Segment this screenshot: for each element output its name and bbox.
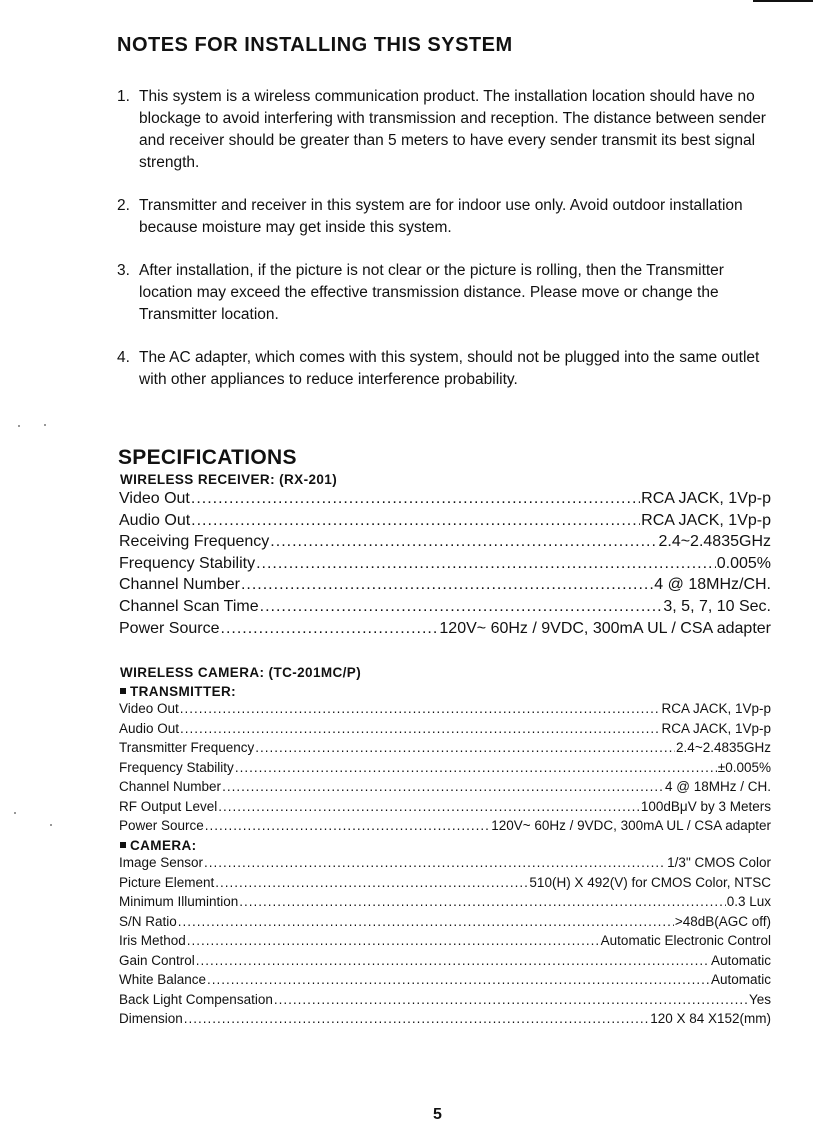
spec-row: Gain Control ..... Automatic [119, 953, 771, 973]
transmitter-heading: TRANSMITTER: [120, 684, 236, 699]
spec-row: Audio Out ..... RCA JACK, 1Vp-p [119, 721, 771, 741]
spec-row: S/N Ratio ..... >48dB(AGC off) [119, 914, 771, 934]
spec-row: Channel Number ..... 4 @ 18MHz / CH. [119, 779, 771, 799]
spec-row: Frequency Stability ..... 0.005% [119, 555, 771, 577]
note-item: 4. The AC adapter, which comes with this system, should not be plugged into the same outlet with other appliances to reduce interference probability. [117, 349, 760, 388]
camera-unit-heading: WIRELESS CAMERA: (TC-201MC/P) [120, 665, 362, 680]
transmitter-spec-list [119, 701, 771, 838]
spec-row: Power Source ..... 120V~ 60Hz / 9VDC, 300mA UL / CSA adapter [119, 818, 771, 838]
specifications-title: SPECIFICATIONS [118, 446, 297, 469]
spec-row: Dimension ..... 120 X 84 X152(mm) [119, 1011, 771, 1031]
top-edge-rule [753, 0, 813, 2]
note-item: 3. After installation, if the picture is not clear or the picture is rolling, then the Transmitter location may exceed the effective transmission distance. Please move or change the Transmitter location. [117, 262, 724, 323]
spec-row: Transmitter Frequency ..... 2.4~2.4835GHz [119, 740, 771, 760]
note-item: 1. This system is a wireless communication product. The installation location should have no blockage to avoid interfering with transmission and reception. The distance between sender and receiver should be greater than 5 meters to have every sender transmit its best signal strength. [117, 88, 766, 171]
camera-heading: CAMERA: [120, 838, 197, 853]
scan-speck [14, 812, 16, 814]
note-text: The AC adapter, which comes with this system, should not be plugged into the same outlet with other appliances to reduce interference probability. [139, 349, 760, 388]
scan-speck [50, 824, 52, 826]
receiver-spec-list [119, 490, 771, 641]
spec-row: Video Out ..... RCA JACK, 1Vp-p [119, 701, 771, 721]
spec-row: Power Source ..... 120V~ 60Hz / 9VDC, 300mA UL / CSA adapter [119, 620, 771, 642]
scan-speck [44, 424, 46, 426]
scan-speck [18, 425, 20, 427]
spec-row: Image Sensor ..... 1/3" CMOS Color [119, 855, 771, 875]
note-text: This system is a wireless communication product. The installation location should have no blockage to avoid interfering with transmission and reception. The distance between sender and receiver should be greater than 5 meters to have every sender transmit its best signal strength. [139, 88, 766, 171]
note-text: After installation, if the picture is not clear or the picture is rolling, then the Transmitter location may exceed the effective transmission distance. Please move or change the Transmitter location. [139, 262, 724, 323]
note-text: Transmitter and receiver in this system are for indoor use only. Avoid outdoor installation because moisture may get inside this system. [139, 197, 743, 236]
installation-notes-list [117, 86, 777, 412]
spec-row: Minimum Illumintion ..... 0.3 Lux [119, 894, 771, 914]
spec-row: Channel Scan Time ..... 3, 5, 7, 10 Sec. [119, 598, 771, 620]
receiver-heading: WIRELESS RECEIVER: (RX-201) [120, 472, 338, 487]
spec-row: Video Out ..... RCA JACK, 1Vp-p [119, 490, 771, 512]
page-number: 5 [433, 1106, 442, 1123]
spec-row: Back Light Compensation ..... Yes [119, 992, 771, 1012]
spec-row: RF Output Level ..... 100dBμV by 3 Meters [119, 799, 771, 819]
spec-row: Iris Method ..... Automatic Electronic Control [119, 933, 771, 953]
spec-row: Picture Element ..... 510(H) X 492(V) for CMOS Color, NTSC [119, 875, 771, 895]
notes-title: NOTES FOR INSTALLING THIS SYSTEM [117, 34, 513, 56]
spec-row: White Balance ..... Automatic [119, 972, 771, 992]
spec-row: Frequency Stability ..... ±0.005% [119, 760, 771, 780]
note-item: 2. Transmitter and receiver in this system are for indoor use only. Avoid outdoor installation because moisture may get inside this system. [117, 197, 743, 236]
camera-spec-list [119, 855, 771, 1031]
spec-row: Receiving Frequency ..... 2.4~2.4835GHz [119, 533, 771, 555]
spec-row: Audio Out ..... RCA JACK, 1Vp-p [119, 512, 771, 534]
spec-row: Channel Number ..... 4 @ 18MHz/CH. [119, 576, 771, 598]
